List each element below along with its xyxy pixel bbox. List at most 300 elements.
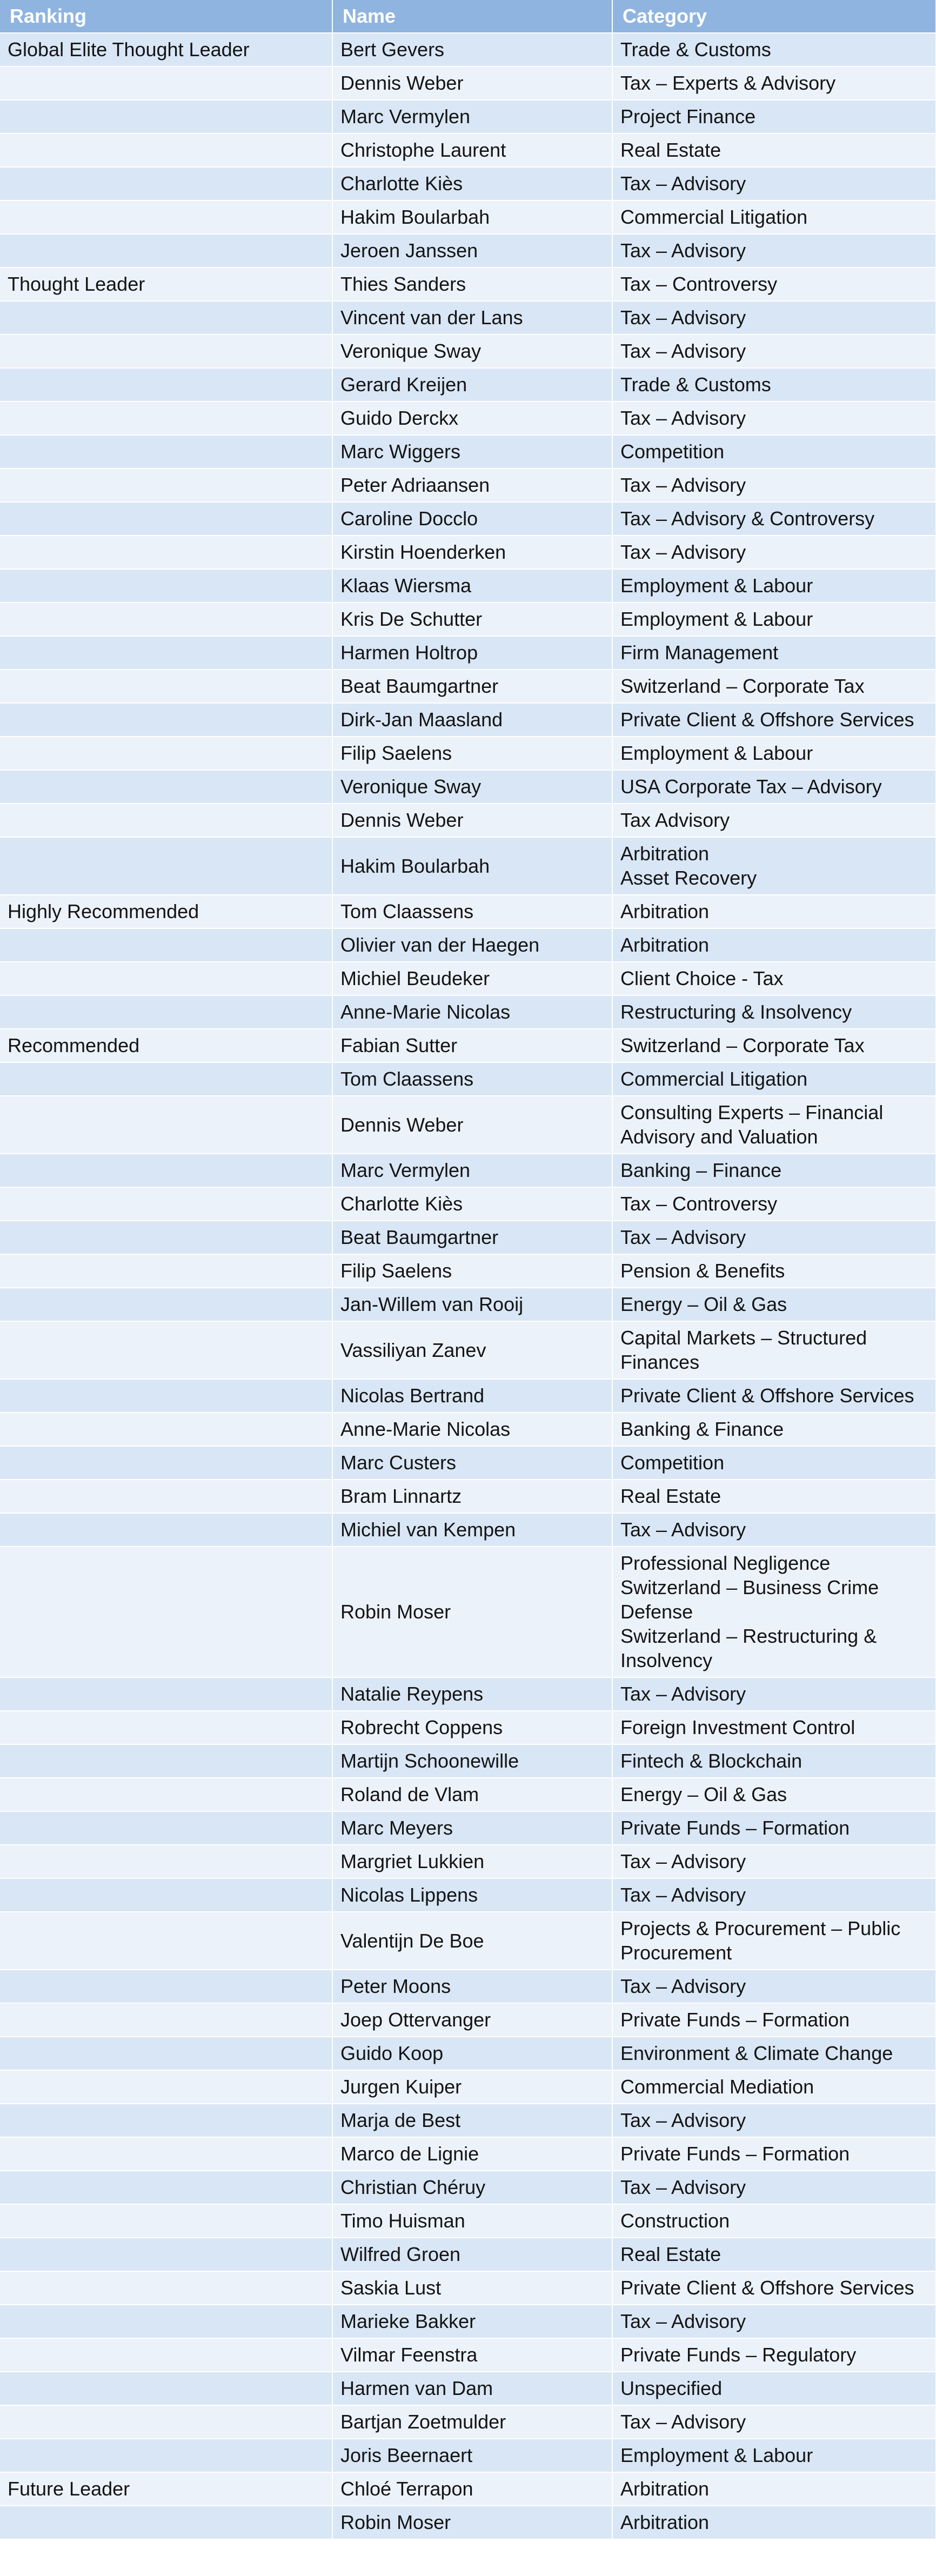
table-row: [0, 703, 936, 737]
table-row: [0, 301, 936, 334]
table-row: [0, 33, 936, 66]
table-row: [0, 1379, 936, 1413]
name-cell: Thies Sanders: [332, 267, 612, 301]
ranking-cell: [0, 1711, 332, 1744]
table-row: [0, 402, 936, 435]
category-line: Private Funds – Formation: [620, 1817, 850, 1839]
name-cell: Robin Moser: [332, 1547, 612, 1677]
name-cell: Jeroen Janssen: [332, 234, 612, 267]
category-cell: [612, 435, 936, 469]
table-row: [0, 2238, 936, 2271]
table-row: [0, 2003, 936, 2037]
table-row: [0, 1446, 936, 1480]
name-cell: Margriet Lukkien: [332, 1845, 612, 1878]
ranking-cell: [0, 2506, 332, 2539]
category-line: Employment & Labour: [620, 608, 813, 630]
name-cell: Harmen Holtrop: [332, 636, 612, 670]
ranking-cell: [0, 469, 332, 502]
table-row: [0, 100, 936, 133]
category-cell: [612, 1154, 936, 1187]
table-row: [0, 368, 936, 402]
ranking-cell: [0, 2305, 332, 2338]
table-row: [0, 2305, 936, 2338]
category-cell: [612, 804, 936, 837]
ranking-cell: [0, 1413, 332, 1446]
ranking-cell: [0, 2137, 332, 2171]
name-cell: Vincent van der Lans: [332, 301, 612, 334]
name-cell: Wilfred Groen: [332, 2238, 612, 2271]
category-line: Consulting Experts – Financial Advisory and Valuation: [620, 1101, 884, 1148]
table-row: [0, 200, 936, 234]
category-cell: [612, 2405, 936, 2439]
ranking-cell: [0, 1878, 332, 1912]
category-line: Private Client & Offshore Services: [620, 2277, 914, 2299]
ranking-cell: [0, 569, 332, 603]
category-cell: [612, 301, 936, 334]
ranking-cell: [0, 1221, 332, 1254]
category-line: Construction: [620, 2210, 730, 2232]
name-cell: Saskia Lust: [332, 2271, 612, 2305]
category-cell: [612, 133, 936, 167]
category-cell: [612, 962, 936, 995]
name-cell: Valentijn De Boe: [332, 1912, 612, 1970]
category-line: Competition: [620, 1451, 725, 1474]
name-cell: Joep Ottervanger: [332, 2003, 612, 2037]
category-cell: [612, 1096, 936, 1154]
category-cell: [612, 200, 936, 234]
category-line: Banking – Finance: [620, 1159, 782, 1181]
name-cell: Guido Koop: [332, 2037, 612, 2070]
category-line: Real Estate: [620, 139, 721, 161]
category-cell: [612, 1288, 936, 1321]
ranking-cell: [0, 1446, 332, 1480]
table-row: [0, 2372, 936, 2405]
table-row: [0, 167, 936, 200]
category-line: Tax – Advisory: [620, 1975, 746, 1997]
category-cell: [612, 1187, 936, 1221]
category-cell: [612, 670, 936, 703]
table-row: [0, 1677, 936, 1711]
ranking-cell: [0, 2204, 332, 2238]
category-cell: [612, 502, 936, 536]
name-cell: Dennis Weber: [332, 804, 612, 837]
category-cell: [612, 636, 936, 670]
name-cell: Anne-Marie Nicolas: [332, 1413, 612, 1446]
ranking-cell: [0, 1096, 332, 1154]
ranking-cell: [0, 603, 332, 636]
category-line: Real Estate: [620, 1485, 721, 1507]
category-line: Tax – Controversy: [620, 1193, 778, 1215]
table-row: [0, 1413, 936, 1446]
category-line: Tax – Advisory: [620, 541, 746, 563]
table-row: [0, 1778, 936, 1811]
category-cell: [612, 2070, 936, 2104]
ranking-cell: [0, 1288, 332, 1321]
ranking-cell: [0, 1480, 332, 1513]
table-row: [0, 1811, 936, 1845]
category-line: Arbitration: [620, 2478, 710, 2500]
category-line: Energy – Oil & Gas: [620, 1293, 787, 1315]
category-line: Employment & Labour: [620, 742, 813, 764]
table-row: [0, 1480, 936, 1513]
table-row: [0, 962, 936, 995]
category-cell: [612, 334, 936, 368]
ranking-cell: [0, 2171, 332, 2204]
name-cell: Marc Meyers: [332, 1811, 612, 1845]
table-row: [0, 1744, 936, 1778]
category-cell: [612, 1778, 936, 1811]
table-row: [0, 2104, 936, 2137]
name-cell: Michiel Beudeker: [332, 962, 612, 995]
category-cell: [612, 1413, 936, 1446]
name-cell: Dennis Weber: [332, 1096, 612, 1154]
table-row: [0, 536, 936, 569]
category-cell: [612, 928, 936, 962]
category-line: Tax – Advisory: [620, 1683, 746, 1705]
category-line: Tax – Controversy: [620, 273, 778, 295]
table-row: [0, 670, 936, 703]
category-line: Private Client & Offshore Services: [620, 708, 914, 731]
table-row: [0, 2506, 936, 2539]
category-line: Restructuring & Insolvency: [620, 1001, 852, 1023]
ranking-cell: [0, 1513, 332, 1547]
category-line: Environment & Climate Change: [620, 2042, 893, 2064]
category-cell: [612, 1878, 936, 1912]
category-line: Commercial Litigation: [620, 1068, 808, 1090]
category-cell: [612, 2271, 936, 2305]
category-cell: [612, 895, 936, 928]
ranking-cell: [0, 1379, 332, 1413]
category-line: Tax – Advisory: [620, 407, 746, 429]
ranking-cell: [0, 770, 332, 804]
category-line: Commercial Mediation: [620, 2076, 814, 2098]
name-cell: Veronique Sway: [332, 334, 612, 368]
name-cell: Peter Moons: [332, 1970, 612, 2003]
ranking-cell: [0, 636, 332, 670]
table-row: [0, 2037, 936, 2070]
ranking-cell: [0, 2238, 332, 2271]
ranking-cell: [0, 1677, 332, 1711]
ranking-cell: [0, 234, 332, 267]
category-cell: [612, 2338, 936, 2372]
category-line: Tax – Advisory: [620, 2109, 746, 2131]
name-cell: Caroline Docclo: [332, 502, 612, 536]
table-row: [0, 1711, 936, 1744]
ranking-cell: [0, 1778, 332, 1811]
category-line: Unspecified: [620, 2377, 723, 2399]
table-row: [0, 502, 936, 536]
name-cell: Vilmar Feenstra: [332, 2338, 612, 2372]
name-cell: Veronique Sway: [332, 770, 612, 804]
header-name: Name: [332, 0, 612, 33]
name-cell: Kris De Schutter: [332, 603, 612, 636]
category-line: Tax – Advisory: [620, 474, 746, 496]
category-cell: [612, 1446, 936, 1480]
category-cell: [612, 1547, 936, 1677]
ranking-cell: [0, 301, 332, 334]
ranking-cell: [0, 66, 332, 100]
header-row: [0, 0, 936, 33]
category-line: Real Estate: [620, 2243, 721, 2265]
ranking-cell: [0, 962, 332, 995]
category-cell: [612, 2204, 936, 2238]
table-row: [0, 569, 936, 603]
category-line: Trade & Customs: [620, 38, 771, 61]
ranking-cell: Global Elite Thought Leader: [0, 33, 332, 66]
table-row: [0, 603, 936, 636]
category-line: Arbitration: [620, 934, 710, 956]
category-cell: [612, 469, 936, 502]
category-cell: [612, 2238, 936, 2271]
table-row: [0, 1187, 936, 1221]
category-line: Private Funds – Formation: [620, 2009, 850, 2031]
category-line: Pension & Benefits: [620, 1260, 785, 1282]
category-cell: [612, 603, 936, 636]
header-category: Category: [612, 0, 936, 33]
name-cell: Harmen van Dam: [332, 2372, 612, 2405]
ranking-cell: [0, 167, 332, 200]
ranking-cell: [0, 670, 332, 703]
table-row: [0, 469, 936, 502]
table-row: [0, 1513, 936, 1547]
ranking-cell: [0, 837, 332, 895]
ranking-cell: [0, 1912, 332, 1970]
category-cell: [612, 837, 936, 895]
name-cell: Vassiliyan Zanev: [332, 1321, 612, 1379]
category-cell: [612, 402, 936, 435]
category-line: Professional Negligence: [620, 1552, 831, 1574]
table-row: [0, 804, 936, 837]
category-cell: [612, 2003, 936, 2037]
category-cell: [612, 770, 936, 804]
category-cell: [612, 167, 936, 200]
category-line: Tax – Advisory: [620, 1884, 746, 1906]
name-cell: Martijn Schoonewille: [332, 1744, 612, 1778]
table-row: [0, 2472, 936, 2506]
ranking-cell: [0, 1254, 332, 1288]
category-cell: [612, 1711, 936, 1744]
table-row: [0, 737, 936, 770]
category-line: Switzerland – Corporate Tax: [620, 1034, 865, 1056]
category-cell: [612, 995, 936, 1029]
name-cell: Timo Huisman: [332, 2204, 612, 2238]
name-cell: Beat Baumgartner: [332, 1221, 612, 1254]
name-cell: Peter Adriaansen: [332, 469, 612, 502]
ranking-cell: [0, 1154, 332, 1187]
ranking-cell: [0, 1187, 332, 1221]
table-row: [0, 234, 936, 267]
name-cell: Marc Wiggers: [332, 435, 612, 469]
category-line: Tax – Advisory: [620, 1226, 746, 1248]
category-line: Projects & Procurement – Public Procurement: [620, 1917, 901, 1964]
category-line: Fintech & Blockchain: [620, 1750, 803, 1772]
category-cell: [612, 2372, 936, 2405]
ranking-cell: Thought Leader: [0, 267, 332, 301]
category-cell: [612, 267, 936, 301]
ranking-cell: [0, 1744, 332, 1778]
name-cell: Charlotte Kiès: [332, 1187, 612, 1221]
category-line: Switzerland – Business Crime Defense: [620, 1576, 879, 1623]
name-cell: Olivier van der Haegen: [332, 928, 612, 962]
category-line: Tax – Advisory: [620, 1518, 746, 1541]
category-line: Tax – Advisory: [620, 239, 746, 262]
table-row: [0, 1254, 936, 1288]
category-line: Employment & Labour: [620, 2444, 813, 2466]
category-line: Private Client & Offshore Services: [620, 1384, 914, 1407]
category-line: Foreign Investment Control: [620, 1716, 855, 1738]
name-cell: Tom Claassens: [332, 1062, 612, 1096]
name-cell: Dirk-Jan Maasland: [332, 703, 612, 737]
name-cell: Marc Custers: [332, 1446, 612, 1480]
table-row: [0, 1970, 936, 2003]
category-cell: [612, 1221, 936, 1254]
name-cell: Natalie Reypens: [332, 1677, 612, 1711]
name-cell: Nicolas Bertrand: [332, 1379, 612, 1413]
table-row: [0, 2439, 936, 2472]
category-cell: [612, 1379, 936, 1413]
name-cell: Fabian Sutter: [332, 1029, 612, 1062]
category-line: Switzerland – Corporate Tax: [620, 675, 865, 697]
category-cell: [612, 1970, 936, 2003]
ranking-cell: [0, 1062, 332, 1096]
header-ranking: Ranking: [0, 0, 332, 33]
category-line: Tax – Advisory: [620, 340, 746, 362]
ranking-cell: [0, 2405, 332, 2439]
category-cell: [612, 2439, 936, 2472]
table-row: [0, 895, 936, 928]
category-line: Tax – Advisory & Controversy: [620, 507, 875, 530]
table-row: [0, 2271, 936, 2305]
table-row: [0, 1096, 936, 1154]
name-cell: Nicolas Lippens: [332, 1878, 612, 1912]
name-cell: Joris Beernaert: [332, 2439, 612, 2472]
category-line: Tax – Advisory: [620, 172, 746, 195]
name-cell: Roland de Vlam: [332, 1778, 612, 1811]
ranking-cell: [0, 1811, 332, 1845]
category-line: Tax Advisory: [620, 809, 730, 831]
category-cell: [612, 1845, 936, 1878]
name-cell: Filip Saelens: [332, 1254, 612, 1288]
table-row: [0, 267, 936, 301]
category-line: Project Finance: [620, 105, 756, 128]
category-cell: [612, 1321, 936, 1379]
ranking-cell: [0, 200, 332, 234]
ranking-cell: [0, 2104, 332, 2137]
name-cell: Dennis Weber: [332, 66, 612, 100]
category-line: Commercial Litigation: [620, 206, 808, 228]
category-line: Tax – Advisory: [620, 306, 746, 329]
table-row: [0, 1288, 936, 1321]
ranking-cell: [0, 502, 332, 536]
name-cell: Gerard Kreijen: [332, 368, 612, 402]
table-row: [0, 2137, 936, 2171]
category-cell: [612, 2305, 936, 2338]
ranking-cell: [0, 703, 332, 737]
ranking-cell: [0, 368, 332, 402]
table-row: [0, 2405, 936, 2439]
table-row: [0, 1845, 936, 1878]
category-cell: [612, 2472, 936, 2506]
name-cell: Bartjan Zoetmulder: [332, 2405, 612, 2439]
ranking-cell: [0, 2271, 332, 2305]
name-cell: Hakim Boularbah: [332, 837, 612, 895]
category-line: Private Funds – Regulatory: [620, 2344, 857, 2366]
ranking-cell: [0, 402, 332, 435]
category-line: Arbitration: [620, 2511, 710, 2533]
category-cell: [612, 66, 936, 100]
category-line: Tax – Advisory: [620, 2176, 746, 2198]
ranking-cell: [0, 2372, 332, 2405]
name-cell: Klaas Wiersma: [332, 569, 612, 603]
ranking-cell: [0, 2439, 332, 2472]
name-cell: Kirstin Hoenderken: [332, 536, 612, 569]
ranking-cell: [0, 133, 332, 167]
name-cell: Marc Vermylen: [332, 1154, 612, 1187]
name-cell: Bram Linnartz: [332, 1480, 612, 1513]
table-row: [0, 995, 936, 1029]
table-row: [0, 2171, 936, 2204]
table-row: [0, 2338, 936, 2372]
table-row: [0, 1029, 936, 1062]
category-cell: [612, 234, 936, 267]
category-cell: [612, 2137, 936, 2171]
ranking-cell: [0, 536, 332, 569]
ranking-cell: Highly Recommended: [0, 895, 332, 928]
ranking-cell: [0, 804, 332, 837]
ranking-cell: Recommended: [0, 1029, 332, 1062]
name-cell: Hakim Boularbah: [332, 200, 612, 234]
category-line: Tax – Advisory: [620, 1850, 746, 1872]
table-row: [0, 1878, 936, 1912]
name-cell: Christian Chéruy: [332, 2171, 612, 2204]
category-cell: [612, 100, 936, 133]
category-line: Private Funds – Formation: [620, 2143, 850, 2165]
ranking-cell: [0, 2003, 332, 2037]
category-cell: [612, 2104, 936, 2137]
table-row: [0, 1321, 936, 1379]
category-cell: [612, 1912, 936, 1970]
ranking-cell: [0, 100, 332, 133]
table-row: [0, 928, 936, 962]
ranking-cell: [0, 1321, 332, 1379]
name-cell: Guido Derckx: [332, 402, 612, 435]
name-cell: Chloé Terrapon: [332, 2472, 612, 2506]
name-cell: Anne-Marie Nicolas: [332, 995, 612, 1029]
name-cell: Robrecht Coppens: [332, 1711, 612, 1744]
table-row: [0, 2204, 936, 2238]
table-row: [0, 66, 936, 100]
category-cell: [612, 2506, 936, 2539]
category-line: Arbitration: [620, 842, 710, 865]
ranking-cell: Future Leader: [0, 2472, 332, 2506]
name-cell: Jurgen Kuiper: [332, 2070, 612, 2104]
name-cell: Jan-Willem van Rooij: [332, 1288, 612, 1321]
category-cell: [612, 368, 936, 402]
category-cell: [612, 1744, 936, 1778]
ranking-cell: [0, 1547, 332, 1677]
category-cell: [612, 1677, 936, 1711]
category-line: Arbitration: [620, 900, 710, 922]
category-cell: [612, 703, 936, 737]
table-row: [0, 1221, 936, 1254]
category-cell: [612, 2037, 936, 2070]
table-row: [0, 1547, 936, 1677]
name-cell: Beat Baumgartner: [332, 670, 612, 703]
category-line: Tax – Advisory: [620, 2411, 746, 2433]
category-cell: [612, 33, 936, 66]
name-cell: Marc Vermylen: [332, 100, 612, 133]
category-line: Trade & Customs: [620, 373, 771, 396]
